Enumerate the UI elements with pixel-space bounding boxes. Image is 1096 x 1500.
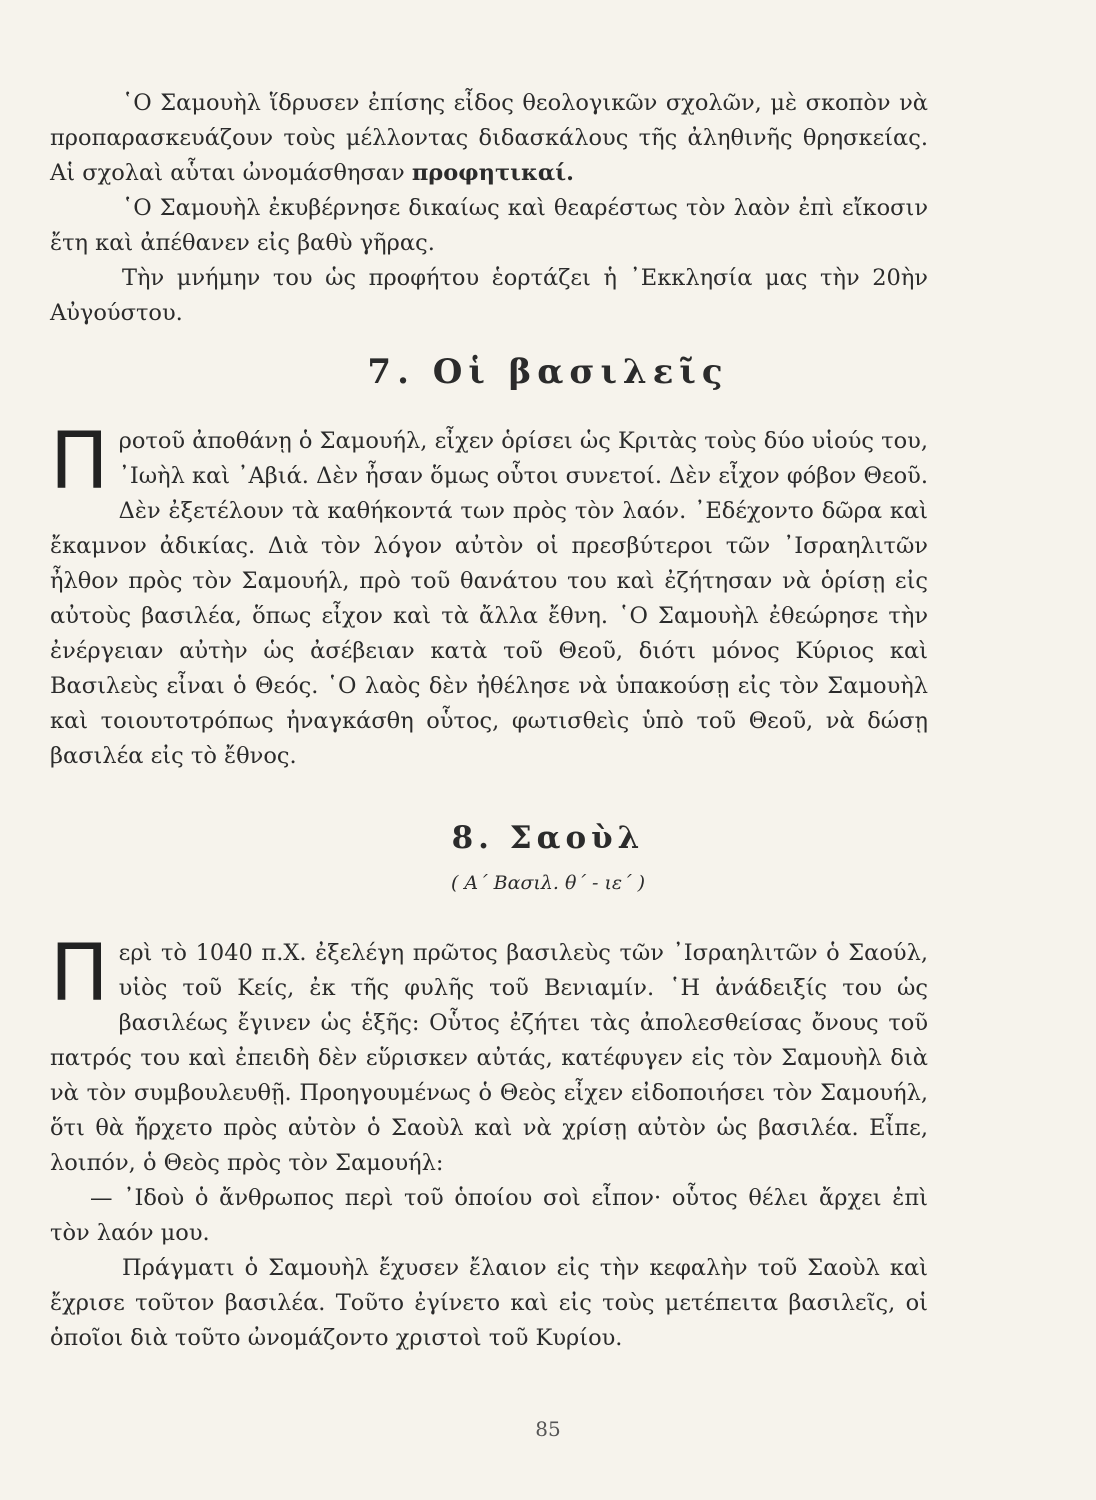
paragraph [50,929,928,1181]
scripture-reference: ( Α΄ Βασιλ. θ΄ - ιε΄ ) [450,872,646,894]
paragraph: Πράγματι ὁ Σαμουὴλ ἔχυσεν ἔλαιον εἰς τὴν κεφαλὴν τοῦ Σαοὺλ καὶ ἔχρισε τοῦτον βασιλέα. Τοῦτο ἐγίνετο καὶ εἰς τοὺς μετέπειτα βασιλεῖς, οἱ ὁποῖοι διὰ τοῦτο ὠνομάζοντο χριστοὶ τοῦ Κυρίου. [50,1255,928,1351]
bold-term: προφητικαί. [411,160,574,186]
chapter-heading-kings: 7. Οἱ βασιλεῖς [367,352,729,392]
paragraph-text: ροτοῦ ἀποθάνῃ ὁ Σαμουήλ, εἶχεν ὁρίσει ὡς Κριτὰς τοὺς δύο υἱούς του, ᾿Ιωὴλ καὶ ᾿Αβιά. Δὲν ἦσαν ὅμως οὗτοι συνετοί. Δὲν εἶχον φόβον Θεοῦ. Δὲν ἐξετέλουν τὰ καθήκοντά των πρὸς τὸν λαόν. ᾿Εδέχοντο δῶρα καὶ ἔκαμνον ἀδικίας. Διὰ τὸν λόγον αὐτὸν οἱ πρεσβύτεροι τῶν ᾿Ισραηλιτῶν ἦλθον πρὸς τὸν Σαμουήλ, πρὸ τοῦ θανάτου του καὶ ἐζήτησαν νὰ ὁρίσῃ εἰς αὐτοὺς βασιλέα, ὅπως εἶχον καὶ τὰ ἄλλα ἔθνη. ῾Ο Σαμουὴλ ἐθεώρησε τὴν ἐνέργειαν αὐτὴν ὡς ἀσέβειαν κατὰ τοῦ Θεοῦ, διότι μόνος Κύριος καὶ Βασιλεὺς εἶναι ὁ Θεός. ῾Ο λαὸς δὲν ἠθέλησε νὰ ὑπακούσῃ εἰς τὸν Σαμουὴλ καὶ τοιουτοτρόπως ἠναγκάσθη οὗτος, φωτισθεὶς ὑπὸ τοῦ Θεοῦ, νὰ δώσῃ βασιλέα εἰς τὸ ἔθνος. [50,428,928,769]
paragraph [50,86,928,191]
drop-cap: Π [50,929,109,1019]
chapter-heading-saul: 8. Σαοὺλ [451,820,645,856]
paragraph-text: ερὶ τὸ 1040 π.Χ. ἐξελέγη πρῶτος βασιλεὺς τῶν ᾿Ισραηλιτῶν ὁ Σαούλ, υἱὸς τοῦ Κείς, ἐκ τῆς φυλῆς τοῦ Βενιαμίν. ῾Η ἀνάδειξίς του ὡς βασιλέως ἔγινεν ὡς ἑξῆς: Οὗτος ἐζήτει τὰς ἀπολεσθείσας ὄνους τοῦ πατρός του καὶ ἐπειδὴ δὲν εὕρισκεν αὐτάς, κατέφυγεν εἰς τὸν Σαμουὴλ διὰ νὰ τὸν συμβουλευθῇ. Προηγουμένως ὁ Θεὸς εἶχεν εἰδοποιήσει τὸν Σαμουήλ, ὅτι θὰ ἤρχετο πρὸς αὐτὸν ὁ Σαοὺλ καὶ νὰ χρίσῃ αὐτὸν ὡς βασιλέα. Εἶπε, λοιπόν, ὁ Θεὸς πρὸς τὸν Σαμουήλ: [50,940,928,1176]
section-saul [50,929,928,1356]
paragraph: ῾Ο Σαμουὴλ ἐκυβέρνησε δικαίως καὶ θεαρέστως τὸν λαὸν ἐπὶ εἴκοσιν ἔτη καὶ ἀπέθανεν εἰς βαθὺ γῆρας. [50,195,928,256]
paragraph: Τὴν μνήμην του ὡς προφήτου ἑορτάζει ἡ ᾿Εκκλησία μας τὴν 20ὴν Αὐγούστου. [50,265,928,326]
paragraph-text: ῾Ο Σαμουὴλ ἵδρυσεν ἐπίσης εἶδος θεολογικῶν σχολῶν, μὲ σκοπὸν νὰ προπαρασκευάζουν τοὺς μέλλοντας διδασκάλους τῆς ἀληθινῆς θρησκείας. Αἱ σχολαὶ αὗται ὠνομάσθησαν [50,90,928,186]
page-number: 85 [535,1417,561,1441]
dialogue-line: — ᾿Ιδοὺ ὁ ἄνθρωπος περὶ τοῦ ὁποίου σοὶ εἶπον· οὗτος θέλει ἄρχει ἐπὶ τὸν λαόν μου. [50,1185,928,1246]
section-kings [50,417,928,774]
paragraph [50,417,928,774]
section-samuel-conclusion [50,86,928,331]
drop-cap: Π [50,417,109,507]
